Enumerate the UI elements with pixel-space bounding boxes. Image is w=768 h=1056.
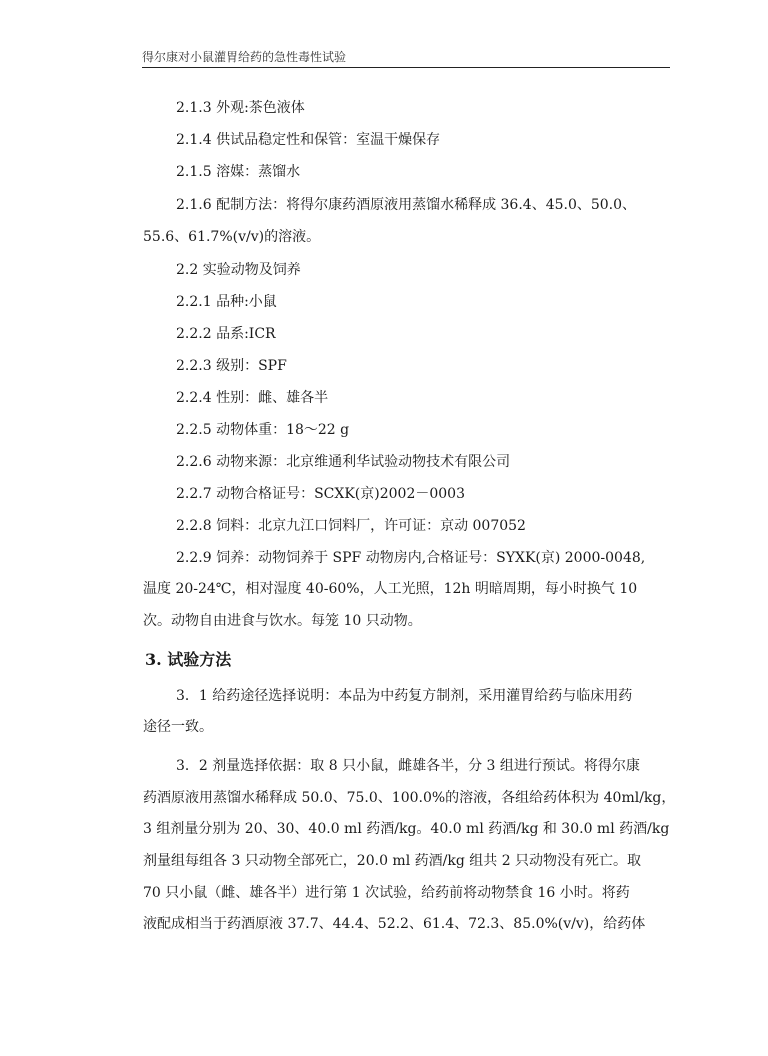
para-3-2-line-1: 3．2 剂量选择依据：取 8 只小鼠，雌雄各半，分 3 组进行预试。将得尔康 — [176, 758, 640, 774]
running-header: 得尔康对小鼠灌胃给药的急性毒性试验 — [142, 50, 347, 64]
item-2-2-9-cont-1: 温度 20-24℃，相对湿度 40-60%，人工光照，12h 明暗周期，每小时换气 10 — [143, 581, 638, 597]
para-3-2-line-5: 70 只小鼠（雌、雄各半）进行第 1 次试验，给药前将动物禁食 16 小时。将药 — [143, 885, 630, 901]
item-2-1-6-cont: 55.6、61.7%(v/v)的溶液。 — [143, 229, 321, 245]
item-2-1-4: 2.1.4 供试品稳定性和保管：室温干燥保存 — [176, 132, 441, 148]
item-2-1-6: 2.1.6 配制方法：将得尔康药酒原液用蒸馏水稀释成 36.4、45.0、50.0、 — [176, 197, 637, 213]
item-2-2-1: 2.2.1 品种:小鼠 — [176, 294, 277, 310]
para-3-2-line-3: 3 组剂量分别为 20、30、40.0 ml 药酒/kg。40.0 ml 药酒/kg 和 30.0 ml 药酒/kg — [143, 821, 670, 837]
header-rule — [142, 67, 670, 68]
item-2-1-5: 2.1.5 溶媒：蒸馏水 — [176, 164, 301, 180]
item-2-2-3: 2.2.3 级别：SPF — [176, 358, 287, 374]
para-3-2-line-4: 剂量组每组各 3 只动物全部死亡，20.0 ml 药酒/kg 组共 2 只动物没有死亡。取 — [143, 853, 642, 869]
item-2-1-3: 2.1.3 外观:茶色液体 — [176, 100, 305, 116]
item-2-2-8: 2.2.8 饲料：北京九江口饲料厂，许可证：京动 007052 — [176, 518, 526, 534]
section-3-title: 3. 试验方法 — [145, 650, 232, 669]
item-2-2-5: 2.2.5 动物体重：18～22 g — [176, 422, 350, 438]
heading-2-2: 2.2 实验动物及饲养 — [176, 262, 301, 278]
item-2-2-7: 2.2.7 动物合格证号：SCXK(京)2002－0003 — [176, 486, 465, 502]
para-3-2-line-6: 液配成相当于药酒原液 37.7、44.4、52.2、61.4、72.3、85.0%(v/v)，给药体 — [143, 916, 646, 932]
para-3-1-line-1: 3．1 给药途径选择说明：本品为中药复方制剂，采用灌胃给药与临床用药 — [176, 688, 633, 704]
item-2-2-9-cont-2: 次。动物自由进食与饮水。每笼 10 只动物。 — [143, 613, 422, 629]
para-3-2-line-2: 药酒原液用蒸馏水稀释成 50.0、75.0、100.0%的溶液，各组给药体积为 40ml/kg， — [143, 790, 676, 806]
item-2-2-4: 2.2.4 性别：雌、雄各半 — [176, 390, 329, 406]
item-2-2-6: 2.2.6 动物来源：北京维通利华试验动物技术有限公司 — [176, 454, 511, 470]
para-3-1-line-2: 途径一致。 — [143, 719, 213, 735]
item-2-2-9: 2.2.9 饲养：动物饲养于 SPF 动物房内,合格证号：SYXK(京) 2000-0048, — [176, 550, 646, 566]
item-2-2-2: 2.2.2 品系:ICR — [176, 326, 276, 342]
